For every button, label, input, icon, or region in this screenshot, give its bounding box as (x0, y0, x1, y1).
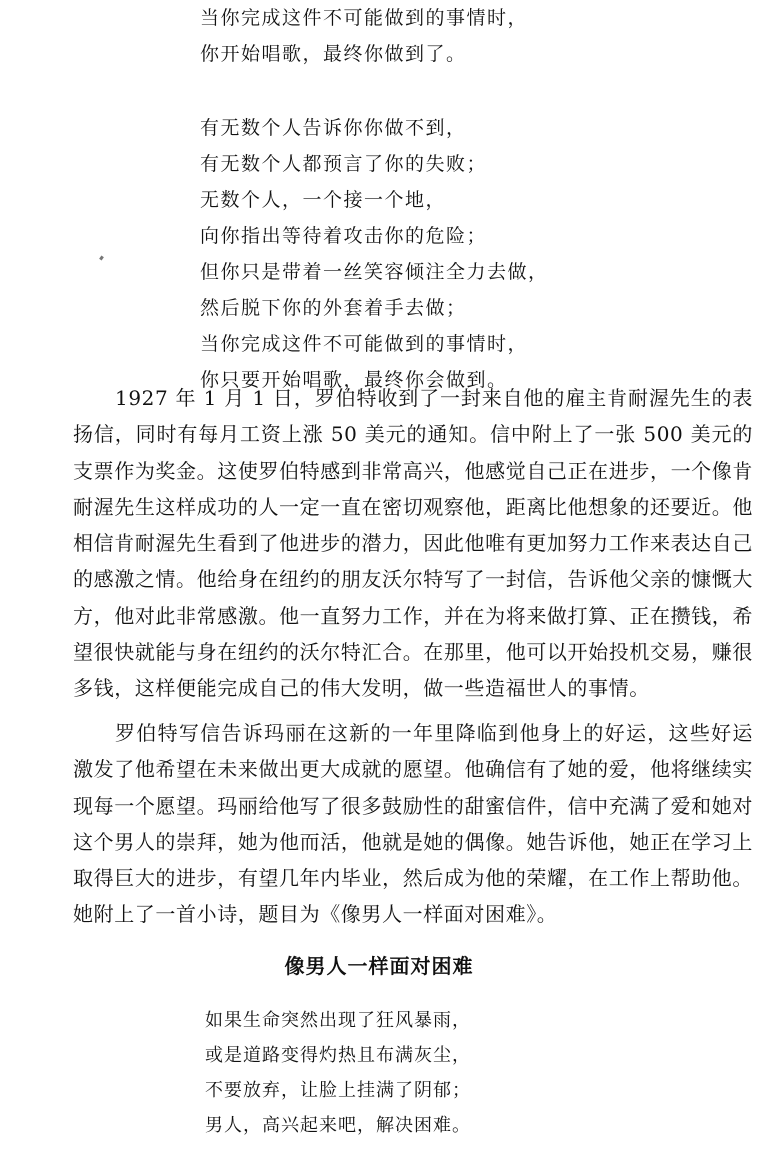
scan-speck (99, 256, 104, 261)
poem-line: 当你完成这件不可能做到的事情时， (200, 333, 529, 355)
poem-line: 你只要开始唱歌，最终你会做到。 (200, 369, 508, 391)
poem-line: 如果生命突然出现了狂风暴雨， (205, 1010, 471, 1031)
poem-line: 有无数个人告诉你你做不到， (200, 117, 467, 139)
poem-title: 像男人一样面对困难 (284, 954, 474, 978)
poem-line: 或是道路变得灼热且布满灰尘， (205, 1045, 471, 1066)
poem-line: 当你完成这件不可能做到的事情时， (200, 7, 529, 29)
poem-line: 但你只是带着一丝笑容倾注全力去做， (200, 261, 549, 283)
poem-line: 有无数个人都预言了你的失败； (200, 153, 488, 175)
poem-line: 男人，高兴起来吧，解决困难。 (205, 1115, 471, 1136)
poem-line: 你开始唱歌，最终你做到了。 (200, 43, 467, 65)
poem-line: 然后脱下你的外套着手去做； (200, 297, 467, 319)
poem-stanza-middle (200, 110, 549, 398)
poem-line: 不要放弃，让脸上挂满了阴郁； (205, 1080, 471, 1101)
body-paragraph: 罗伯特写信告诉玛丽在这新的一年里降临到他身上的好运，这些好运激发了他希望在未来做出更大成就的愿望。他确信有了她的爱，他将继续实现每一个愿望。玛丽给他写了很多鼓励性的甜蜜信件，信中充满了爱和她对这个男人的崇拜，她为他而活，他就是她的偶像。她告诉他，她正在学习上取得巨大的进步，有望几年内毕业，然后成为他的荣耀，在工作上帮助他。她附上了一首小诗，题目为《像男人一样面对困难》。 (73, 721, 753, 927)
poem-stanza-bottom (205, 1003, 471, 1143)
body-paragraph: 1927 年 1 月 1 日，罗伯特收到了一封来自他的雇主肯耐渥先生的表扬信，同时有每月工资上涨 50 美元的通知。信中附上了一张 500 美元的支票作为奖金。这使罗伯特感到非常高兴，他感觉自己正在进步，一个像肯耐渥先生这样成功的人一定一直在密切观察他，距离比他想象的还要近。他相信肯耐渥先生看到了他进步的潜力，因此他唯有更加努力工作来表达自己的感激之情。他给身在纽约的朋友沃尔特写了一封信，告诉他父亲的慷慨大方，他对此非常感激。他一直努力工作，并在为将来做打算、正在攒钱，希望很快就能与身在纽约的沃尔特汇合。在那里，他可以开始投机交易，赚很多钱，这样便能完成自己的伟大发明，做一些造福世人的事情。 (73, 386, 753, 701)
poem-line: 无数个人，一个接一个地， (200, 189, 447, 211)
poem-stanza-top (200, 0, 528, 72)
poem-line: 向你指出等待着攻击你的危险； (200, 225, 488, 247)
